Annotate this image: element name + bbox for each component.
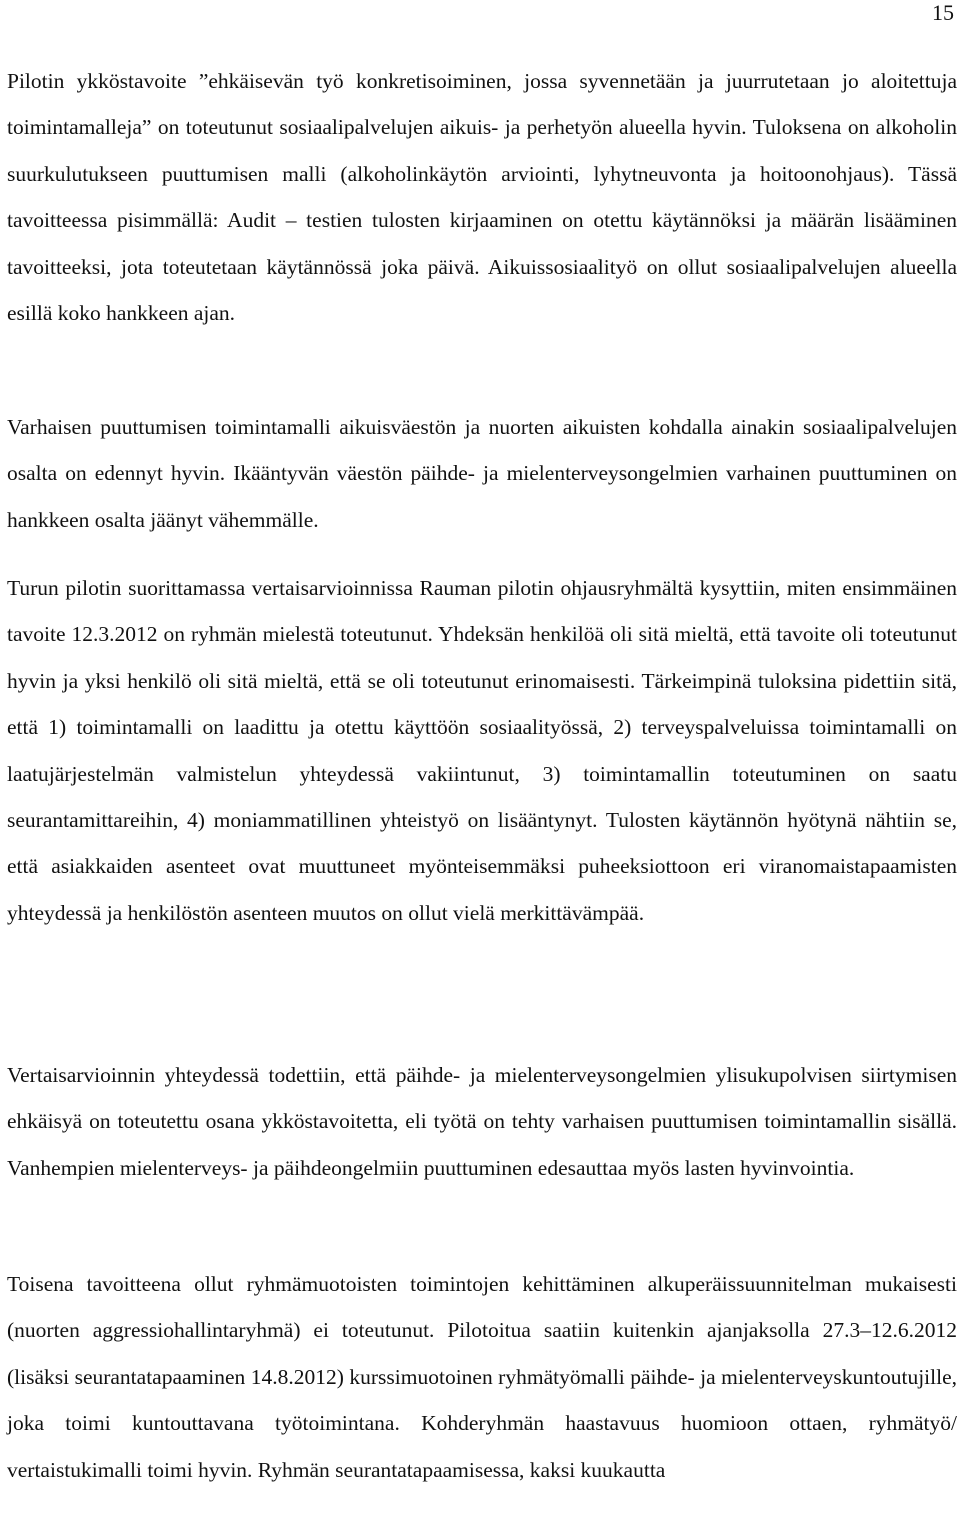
paragraph-1: Pilotin ykköstavoite ”ehkäisevän työ konkretisoiminen, jossa syvennetään ja juurrutetaan jo aloitettuja toimintamalleja” on toteutunut sosiaalipalvelujen aikuis- ja perhetyön alueella hyvin. Tuloksena on alkoholin suurkulutukseen puuttumisen malli (alkoholinkäytön arviointi, lyhytneuvonta ja hoitoonohjaus). Tässä tavoitteessa pisimmällä: Audit – testien tulosten kirjaaminen on otettu käytännöksi ja määrän lisääminen tavoitteeksi, jota toteutetaan käytännössä joka päivä. Aikuissosiaalityö on ollut sosiaalipalvelujen alueella esillä koko hankkeen ajan. (7, 69, 957, 326)
paragraph-4: Vertaisarvioinnin yhteydessä todettiin, että päihde- ja mielenterveysongelmien ylisukupolvisen siirtymisen ehkäisyä on toteutettu osana ykköstavoitetta, eli työtä on tehty varhaisen puuttumisen toimintamallin sisällä. Vanhempien mielenterveys- ja päihdeongelmiin puuttuminen edesauttaa myös lasten hyvinvointia. (7, 1063, 957, 1180)
page-number: 15 (932, 0, 954, 25)
paragraph-3: Turun pilotin suorittamassa vertaisarvioinnissa Rauman pilotin ohjausryhmältä kysyttiin, miten ensimmäinen tavoite 12.3.2012 on ryhmän mielestä toteutunut. Yhdeksän henkilöä oli sitä mieltä, että tavoite oli toteutunut hyvin ja yksi henkilö oli sitä mieltä, että se oli toteutunut erinomaisesti. Tärkeimpinä tuloksina pidettiin sitä, että 1) toimintamalli on laadittu ja otettu käyttöön sosiaalityössä, 2) terveyspalveluissa toimintamalli on laatujärjestelmän valmistelun yhteydessä vakiintunut, 3) toimintamallin toteutuminen on saatu seurantamittareihin, 4) moniammatillinen yhteistyö on lisääntynyt. Tulosten käytännön hyötynä nähtiin se, että asiakkaiden asenteet ovat muuttuneet myönteisemmäksi puheeksiottoon eri viranomaistapaamisten yhteydessä ja henkilöstön asenteen muutos on ollut vielä merkittävämpää. (7, 576, 957, 925)
paragraph-5: Toisena tavoitteena ollut ryhmämuotoisten toimintojen kehittäminen alkuperäissuunnitelman mukaisesti (nuorten aggressiohallintaryhmä) ei toteutunut. Pilotoitua saatiin kuitenkin ajanjaksolla 27.3–12.6.2012 (lisäksi seurantatapaaminen 14.8.2012) kurssimuotoinen ryhmätyömalli päihde- ja mielenterveyskuntoutujille, joka toimi kuntouttavana työtoimintana. Kohderyhmän haastavuus huomioon ottaen, ryhmätyö/ vertaistukimalli toimi hyvin. Ryhmän seurantatapaamisessa, kaksi kuukautta (7, 1272, 957, 1482)
paragraph-2: Varhaisen puuttumisen toimintamalli aikuisväestön ja nuorten aikuisten kohdalla ainakin sosiaalipalvelujen osalta on edennyt hyvin. Ikääntyvän väestön päihde- ja mielenterveysongelmien varhainen puuttuminen on hankkeen osalta jäänyt vähemmälle. (7, 415, 957, 532)
